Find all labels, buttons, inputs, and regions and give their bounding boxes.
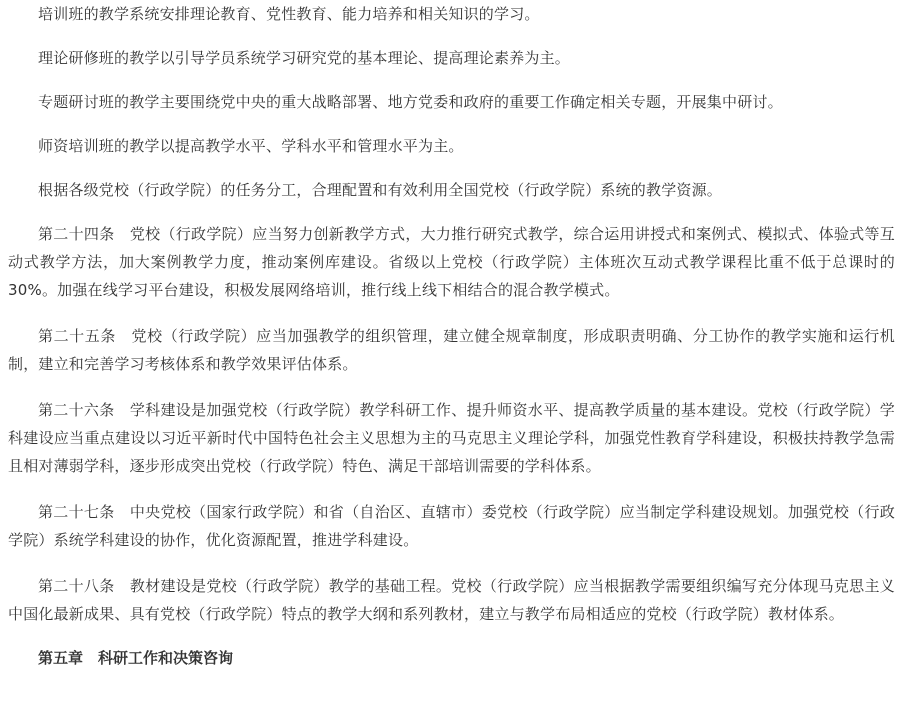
article-28: 第二十八条 教材建设是党校（行政学院）教学的基础工程。党校（行政学院）应当根据教学需要组织编写充分体现马克思主义中国化最新成果、具有党校（行政学院）特点的教学大纲和系列教材，建立与教学布局相适应的党校（行政学院）教材体系。: [8, 577, 895, 623]
article-24: 第二十四条 党校（行政学院）应当努力创新教学方式，大力推行研究式教学，综合运用讲授式和案例式、模拟式、体验式等互动式教学方法，加大案例教学力度，推动案例库建设。省级以上党校（行政学院）主体班次互动式教学课程比重不低于总课时的30%。加强在线学习平台建设，积极发展网络培训，推行线上线下相结合的混合教学模式。: [8, 225, 895, 299]
paragraph-training-class: 培训班的教学系统安排理论教育、党性教育、能力培养和相关知识的学习。: [38, 5, 540, 23]
article-26: 第二十六条 学科建设是加强党校（行政学院）教学科研工作、提升师资水平、提高教学质量的基本建设。党校（行政学院）学科建设应当重点建设以习近平新时代中国特色社会主义思想为主的马克思主义理论学科，加强党性教育学科建设，积极扶持教学急需且相对薄弱学科，逐步形成突出党校（行政学院）特色、满足干部培训需要的学科体系。: [8, 401, 895, 475]
paragraph-resources: 根据各级党校（行政学院）的任务分工，合理配置和有效利用全国党校（行政学院）系统的教学资源。: [38, 181, 723, 199]
article-27: 第二十七条 中央党校（国家行政学院）和省（自治区、直辖市）委党校（行政学院）应当制定学科建设规划。加强党校（行政学院）系统学科建设的协作，优化资源配置，推进学科建设。: [8, 503, 895, 549]
paragraph-theory-class: 理论研修班的教学以引导学员系统学习研究党的基本理论、提高理论素养为主。: [38, 49, 571, 67]
paragraph-seminar-class: 专题研讨班的教学主要围绕党中央的重大战略部署、地方党委和政府的重要工作确定相关专题，开展集中研讨。: [38, 93, 783, 111]
chapter-heading: 第五章 科研工作和决策咨询: [38, 649, 234, 667]
article-25: 第二十五条 党校（行政学院）应当加强教学的组织管理，建立健全规章制度，形成职责明确、分工协作的教学实施和运行机制，建立和完善学习考核体系和教学效果评估体系。: [8, 327, 895, 373]
paragraph-teacher-class: 师资培训班的教学以提高教学水平、学科水平和管理水平为主。: [38, 137, 464, 155]
